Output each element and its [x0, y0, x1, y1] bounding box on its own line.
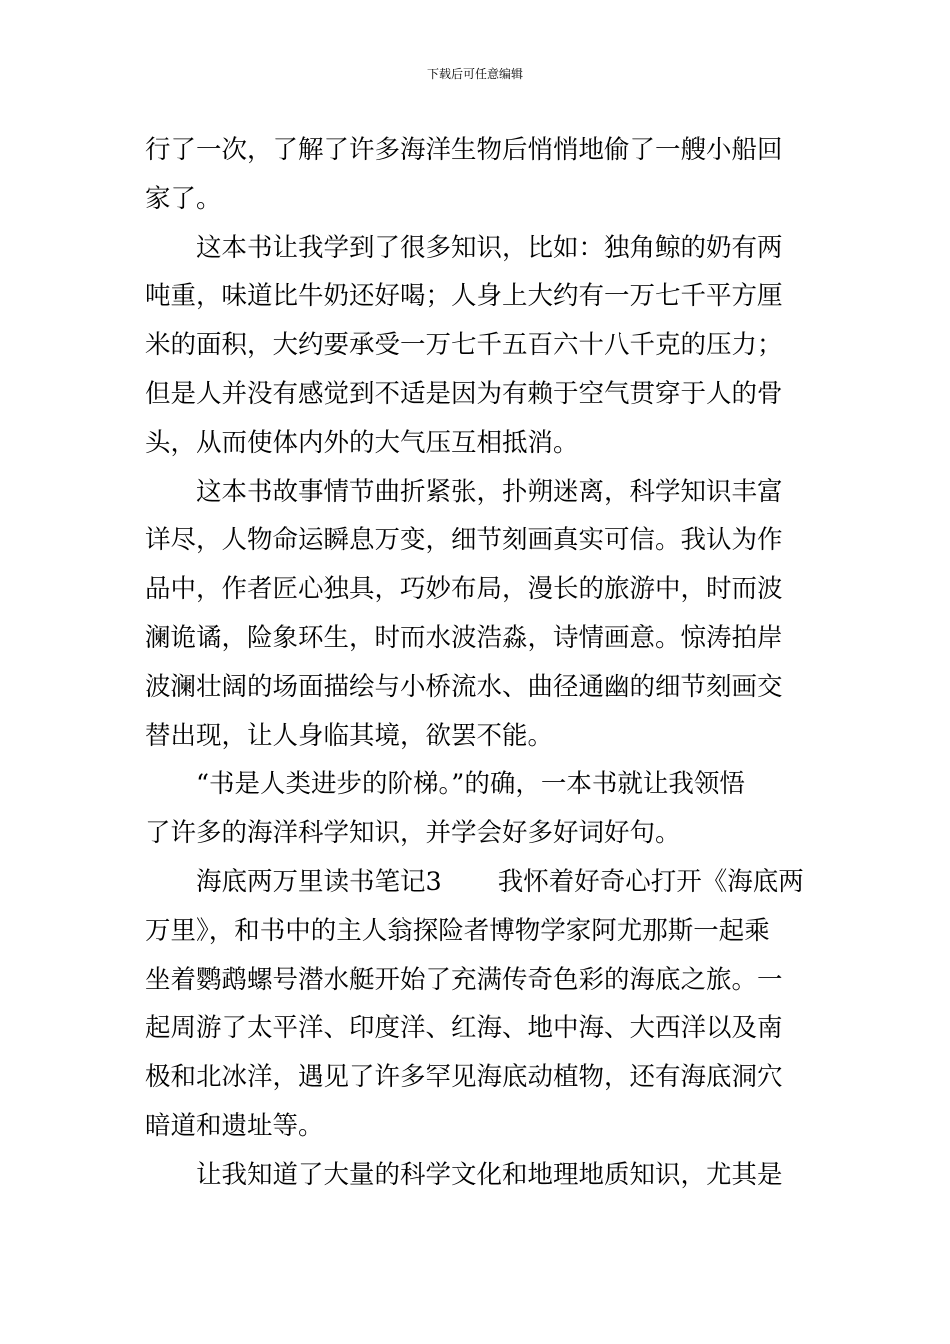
- text-line: 吨重，味道比牛奶还好喝；人身上大约有一万七千平方厘: [145, 281, 783, 312]
- text-line: 暗道和遗址等。: [145, 1110, 324, 1141]
- text-line: 波澜壮阔的场面描绘与小桥流水、曲径通幽的细节刻画交: [145, 671, 783, 702]
- text-line: 极和北冰洋，遇见了许多罕见海底动植物，还有海底洞穴: [145, 1062, 783, 1093]
- text-line: 头，从而使体内外的大气压互相抵消。: [145, 427, 579, 458]
- text-line: 但是人并没有感觉到不适是因为有赖于空气贯穿于人的骨: [145, 378, 783, 409]
- text-line: 坐着鹦鹉螺号潜水艇开始了充满传奇色彩的海底之旅。一: [145, 964, 783, 995]
- paragraph-start: 这本书让我学到了很多知识，比如：独角鲸的奶有两: [196, 232, 783, 263]
- paragraph-start: 这本书故事情节曲折紧张，扑朔迷离，科学知识丰富: [196, 476, 783, 507]
- text-line: 行了一次，了解了许多海洋生物后悄悄地偷了一艘小船回: [145, 135, 783, 165]
- page-header: 下载后可任意编辑: [426, 67, 523, 81]
- text-line: 万里》，和书中的主人翁探险者博物学家阿尤那斯一起乘: [145, 915, 770, 946]
- heading-continuation: 我怀着好奇心打开《海底两: [497, 866, 804, 897]
- text-line: 澜诡谲，险象环生，时而水波浩淼，诗情画意。惊涛拍岸: [145, 622, 783, 653]
- paragraph-start: 让我知道了大量的科学文化和地理地质知识，尤其是: [196, 1159, 783, 1190]
- text-line: 了许多的海洋科学知识，并学会好多好词好句。: [145, 818, 681, 849]
- text-line: 米的面积，大约要承受一万七千五百六十八千克的压力；: [145, 330, 783, 361]
- text-line: 品中，作者匠心独具，巧妙布局，漫长的旅游中，时而波: [145, 574, 783, 605]
- paragraph-start: “书是人类进步的阶梯。”的确，一本书就让我领悟: [196, 769, 745, 800]
- text-line: 详尽，人物命运瞬息万变，细节刻画真实可信。我认为作: [145, 525, 783, 556]
- text-line: 起周游了太平洋、印度洋、红海、地中海、大西洋以及南: [145, 1013, 783, 1044]
- section-heading: 海底两万里读书笔记3: [196, 866, 442, 897]
- text-line: 家了。: [145, 183, 222, 214]
- document-body: [145, 126, 810, 1200]
- text-line: 替出现，让人身临其境，欲罢不能。: [145, 720, 554, 751]
- section-heading-line: [145, 858, 810, 907]
